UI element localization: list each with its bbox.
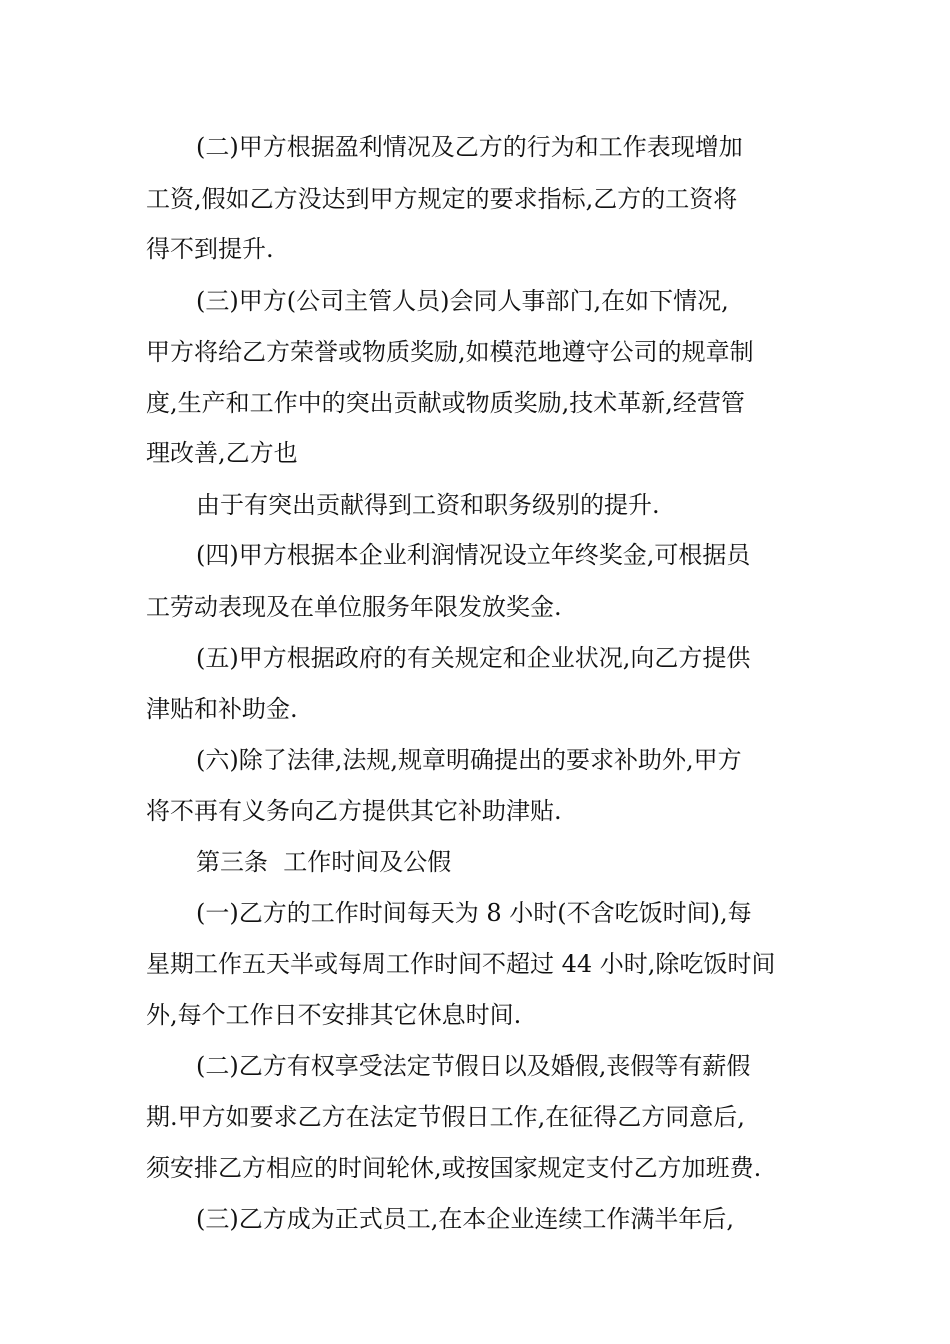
paragraph-line: 外,每个工作日不安排其它休息时间.: [146, 1001, 522, 1029]
paragraph-line: 工劳动表现及在单位服务年限发放奖金.: [146, 593, 562, 621]
paragraph-line: 工资,假如乙方没达到甲方规定的要求指标,乙方的工资将: [146, 185, 738, 213]
paragraph-line: 津贴和补助金.: [146, 695, 298, 723]
paragraph-line: (二)甲方根据盈利情况及乙方的行为和工作表现增加: [196, 133, 743, 161]
paragraph-line: (三)乙方成为正式员工,在本企业连续工作满半年后,: [196, 1205, 734, 1233]
paragraph-line: 理改善,乙方也: [146, 439, 298, 467]
paragraph-line: (六)除了法律,法规,规章明确提出的要求补助外,甲方: [196, 746, 742, 774]
paragraph-line: 须安排乙方相应的时间轮休,或按国家规定支付乙方加班费.: [146, 1154, 762, 1182]
paragraph-line: 度,生产和工作中的突出贡献或物质奖励,技术革新,经营管: [146, 389, 745, 417]
paragraph-line: 期.甲方如要求乙方在法定节假日工作,在征得乙方同意后,: [146, 1103, 745, 1131]
paragraph-line: 得不到提升.: [146, 235, 274, 263]
paragraph-line: 由于有突出贡献得到工资和职务级别的提升.: [196, 491, 660, 519]
paragraph-line: (四)甲方根据本企业利润情况设立年终奖金,可根据员: [196, 541, 751, 569]
paragraph-line: (五)甲方根据政府的有关规定和企业状况,向乙方提供: [196, 644, 751, 672]
paragraph-line: 星期工作五天半或每周工作时间不超过 44 小时,除吃饭时间: [146, 950, 776, 978]
paragraph-line: (二)乙方有权享受法定节假日以及婚假,丧假等有薪假: [196, 1052, 751, 1080]
paragraph-line: (三)甲方(公司主管人员)会同人事部门,在如下情况,: [196, 287, 729, 315]
section-heading: 第三条 工作时间及公假: [196, 848, 452, 876]
paragraph-line: (一)乙方的工作时间每天为 8 小时(不含吃饭时间),每: [196, 899, 752, 927]
paragraph-line: 将不再有义务向乙方提供其它补助津贴.: [146, 797, 562, 825]
paragraph-line: 甲方将给乙方荣誉或物质奖励,如模范地遵守公司的规章制: [146, 338, 754, 366]
